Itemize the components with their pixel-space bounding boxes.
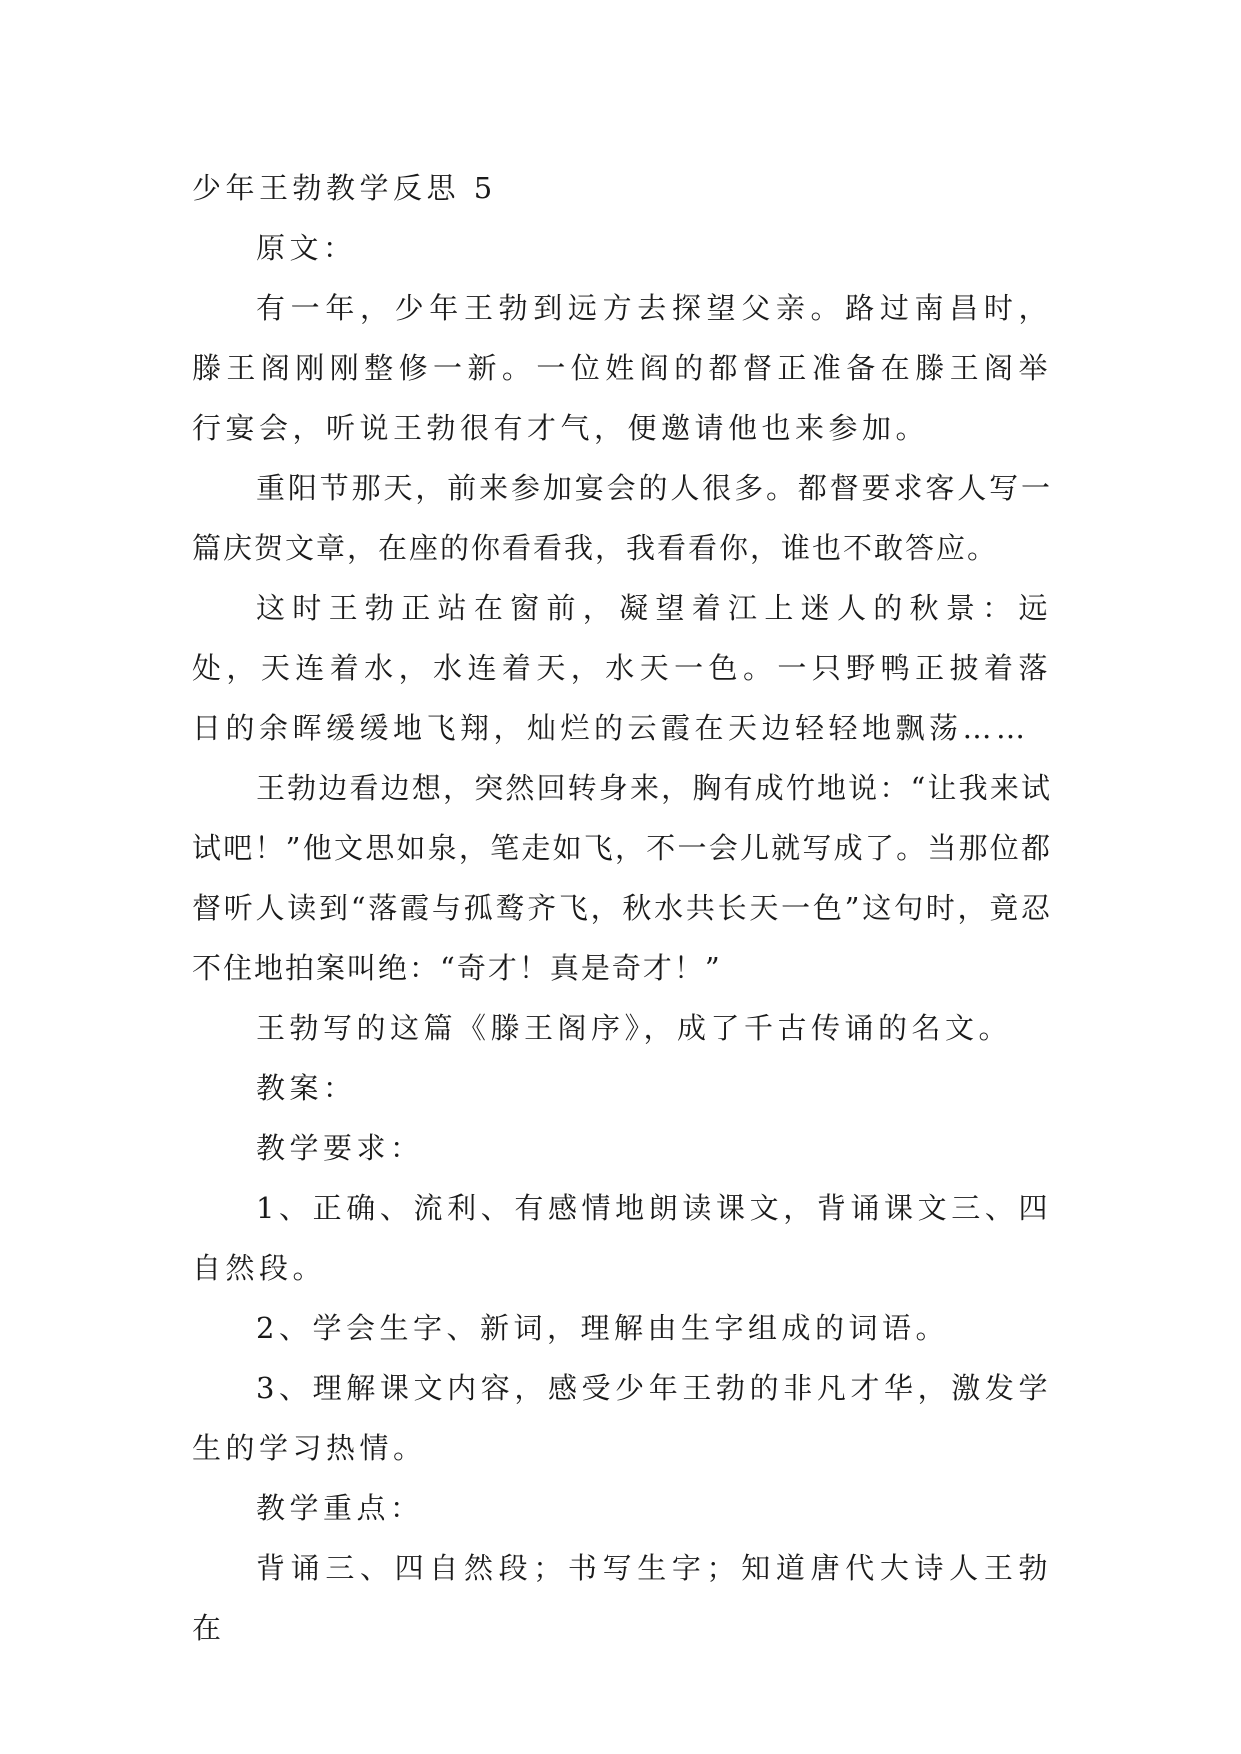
requirement-item-2: 2、学会生字、新词，理解由生字组成的词语。 [256, 1311, 949, 1345]
paragraph-story-3: 这时王勃正站在窗前，凝望着江上迷人的秋景：远处，天连着水，水连着天，水天一色。一只野鸭正披着落日的余晖缓缓地飞翔，灿烂的云霞在天边轻轻地飘荡…… [192, 591, 1052, 745]
document-title: 少年王勃教学反思 5 [192, 171, 497, 205]
paragraph-key-points-label: 教学重点： [256, 1491, 424, 1525]
document-page [192, 158, 1052, 1658]
paragraph-story-2: 重阳节那天，前来参加宴会的人很多。都督要求客人写一篇庆贺文章，在座的你看看我，我看看你，谁也不敢答应。 [192, 471, 1052, 565]
paragraph-requirements-label: 教学要求： [256, 1131, 424, 1165]
key-points-text: 背诵三、四自然段；书写生字；知道唐代大诗人王勃在 [192, 1551, 1052, 1645]
paragraph-story-4: 王勃边看边想，突然回转身来，胸有成竹地说：“让我来试试吧！”他文思如泉，笔走如飞，不一会儿就写成了。当那位都督听人读到“落霞与孤鹜齐飞，秋水共长天一色”这句时，竟忍不住地拍案叫绝：“奇才！真是奇才！” [192, 771, 1052, 985]
paragraph-story-5: 王勃写的这篇《滕王阁序》，成了千古传诵的名文。 [256, 1011, 1013, 1045]
requirement-item-3: 3、理解课文内容，感受少年王勃的非凡才华，激发学生的学习热情。 [192, 1371, 1052, 1465]
paragraph-original-label: 原文： [256, 231, 357, 265]
paragraph-lesson-plan-label: 教案： [256, 1071, 357, 1105]
requirement-item-1: 1、正确、流利、有感情地朗读课文，背诵课文三、四自然段。 [192, 1191, 1052, 1285]
paragraph-story-1: 有一年，少年王勃到远方去探望父亲。路过南昌时，滕王阁刚刚整修一新。一位姓阎的都督正准备在滕王阁举行宴会，听说王勃很有才气，便邀请他也来参加。 [192, 291, 1052, 445]
